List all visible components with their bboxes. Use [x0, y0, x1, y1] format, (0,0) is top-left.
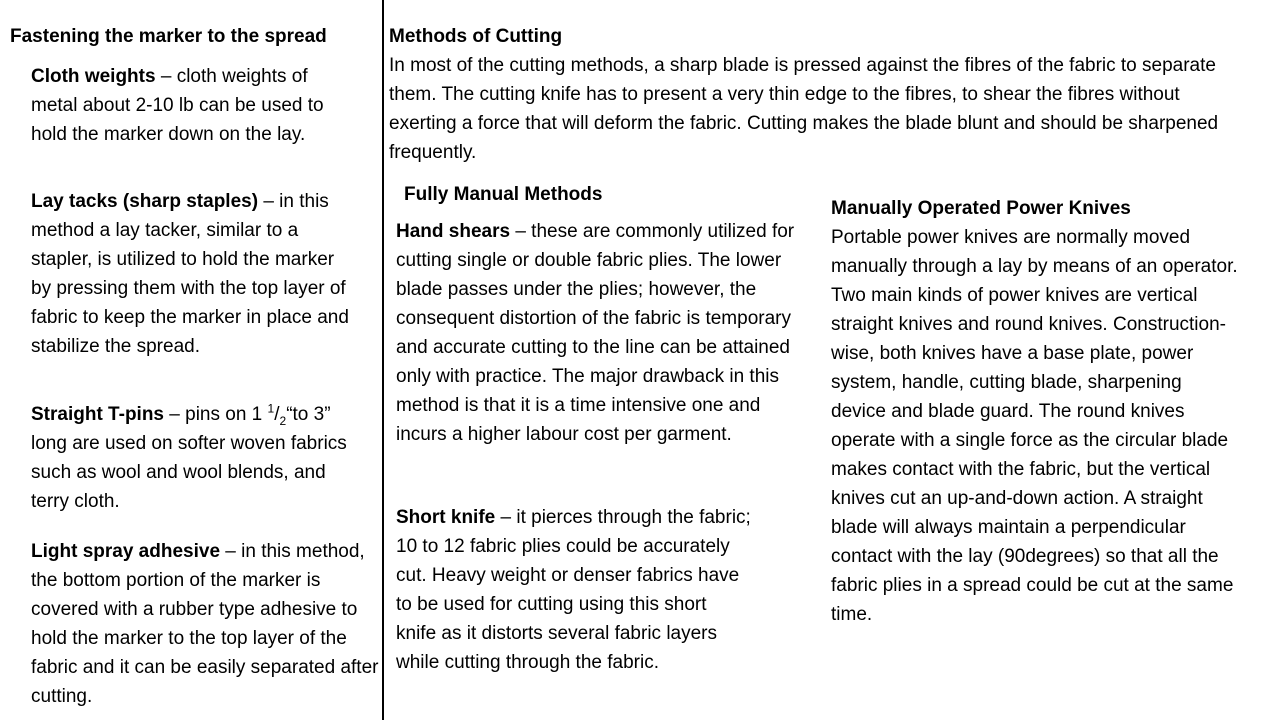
fraction-numerator: 1 — [267, 401, 275, 416]
left-heading: Fastening the marker to the spread — [10, 26, 327, 47]
dash: – — [495, 507, 517, 528]
fraction — [267, 401, 287, 428]
lay-tacks-term: Lay tacks (sharp staples) — [31, 191, 259, 212]
hand-shears-paragraph — [396, 217, 808, 449]
short-knife-paragraph — [396, 503, 751, 677]
lay-tacks-text: in this method a lay tacker, similar to a stapler, is utilized to hold the marker by pressing them with the top layer of fabric to keep the marker in place and stabilize the spread. — [31, 191, 349, 357]
t-pins-text-after: “to 3” long are used on softer woven fabrics such as wool and wool blends, and terry cloth. — [31, 404, 347, 512]
t-pins-term: Straight T-pins — [31, 404, 164, 425]
dash: – — [510, 221, 532, 242]
t-pins-text-before: pins on 1 — [185, 404, 268, 425]
short-knife-text: it pierces through the fabric; 10 to 12 fabric plies could be accurately cut. Heavy weight or denser fabrics have to be used for cutting using this short knife as it distorts several fabric layers while cutting through the fabric. — [396, 507, 751, 673]
short-knife-term: Short knife — [396, 507, 496, 528]
dash: – — [220, 541, 242, 562]
fraction-slash: / — [274, 404, 280, 425]
power-knives-heading: Manually Operated Power Knives — [831, 198, 1131, 219]
dash: – — [258, 191, 280, 212]
dash: – — [164, 404, 186, 425]
methods-heading: Methods of Cutting — [389, 26, 563, 47]
cloth-weights-paragraph — [31, 62, 351, 149]
manual-methods-heading: Fully Manual Methods — [404, 184, 603, 205]
fraction-denominator: 2 — [279, 413, 287, 428]
methods-intro: In most of the cutting methods, a sharp blade is pressed against the fibres of the fabric to separate them. The cutting knife has to present a very thin edge to the fibres, to shear the fibres without exerting a force that will deform the fabric. Cutting makes the blade blunt and should be sharpened frequently. — [389, 55, 1219, 163]
cloth-weights-term: Cloth weights — [31, 66, 156, 87]
hand-shears-text: these are commonly utilized for cutting single or double fabric plies. The lower blade passes under the plies; however, the consequent distortion of the fabric is temporary and accurate cutting to the line can be attained only with practice. The major drawback in this method is that it is a time intensive one and incurs a higher labour cost per garment. — [396, 221, 795, 445]
hand-shears-term: Hand shears — [396, 221, 511, 242]
dash: – — [155, 66, 177, 87]
t-pins-paragraph — [31, 400, 361, 516]
lay-tacks-paragraph — [31, 187, 351, 361]
power-knives-text: Portable power knives are normally moved manually through a lay by means of an operator. Two main kinds of power knives are vertical straight knives and round knives. Construction-wise, both knives have a base plate, power system, handle, cutting blade, sharpening device and blade guard. The round knives operate with a single force as the circular blade makes contact with the fabric, but the vertical knives cut an up-and-down action. A straight blade will always maintain a perpendicular contact with the lay (90degrees) so that all the fabric plies in a spread could be cut at the same time. — [831, 227, 1238, 625]
spray-adhesive-text: in this method, the bottom portion of the marker is covered with a rubber type adhesive to hold the marker to the top layer of the fabric and it can be easily separated after cutting. — [31, 541, 379, 707]
cloth-weights-text: cloth weights of metal about 2-10 lb can be used to hold the marker down on the lay. — [31, 66, 324, 145]
spray-adhesive-term: Light spray adhesive — [31, 541, 221, 562]
spray-adhesive-paragraph — [31, 537, 383, 711]
